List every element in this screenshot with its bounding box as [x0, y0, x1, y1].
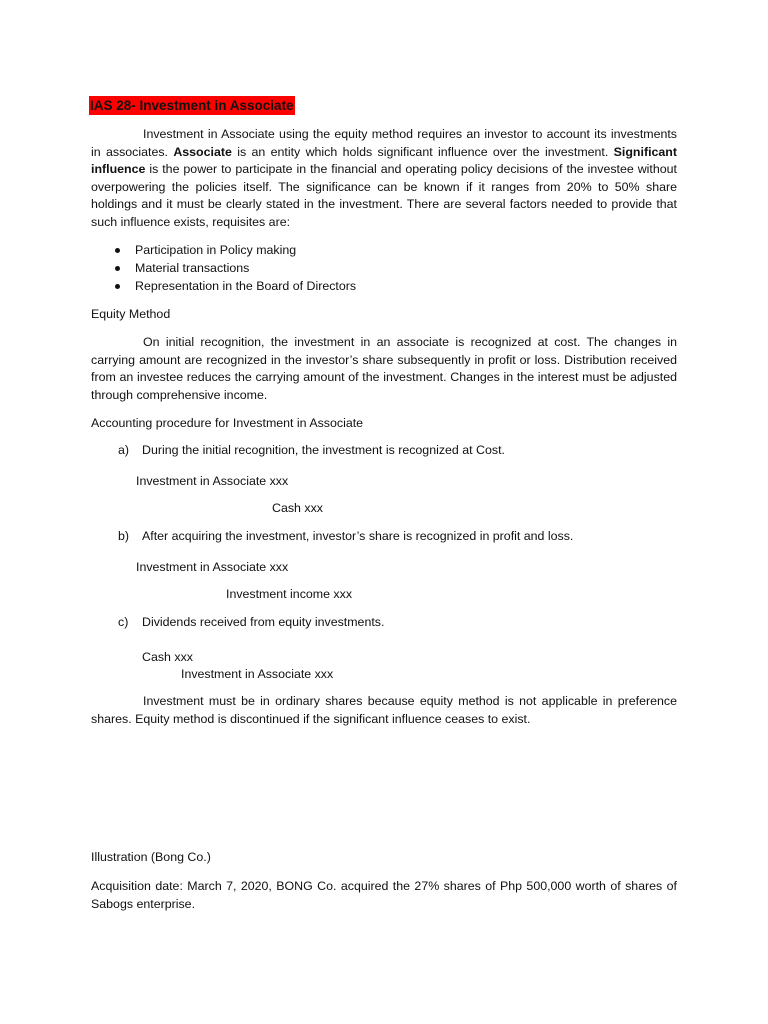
illustration-heading: Illustration (Bong Co.) [91, 850, 211, 864]
step-a-label: a) [118, 443, 130, 457]
list-item: Participation in Policy making [115, 241, 356, 259]
step-c-credit-entry: Investment in Associate xxx [181, 667, 334, 681]
step-c-label: c) [118, 615, 129, 629]
procedure-heading: Accounting procedure for Investment in Associate [91, 416, 364, 430]
equity-method-paragraph: On initial recognition, the investment in an associate is recognized at cost. The changes in carrying amount are recognized in the investor’s share subsequently in profit or loss. Distribution received from an investee reduces the carrying amount of the investment. Changes in the interest must be adjusted through comprehensive income. [91, 335, 677, 402]
step-b-debit-entry: Investment in Associate xxx [136, 560, 289, 574]
intro-text-1: Investment in Associate using the equity method requires an investor to account its investments in associates. [91, 127, 677, 159]
significant-influence-term: Significant influence [91, 144, 677, 176]
page-title: IAS 28- Investment in Associate [90, 98, 294, 113]
associate-term: Associate [173, 144, 232, 159]
list-item: Material transactions [115, 259, 356, 277]
step-b-label: b) [118, 529, 130, 543]
step-a-credit-entry: Cash xxx [272, 501, 323, 515]
closing-paragraph: Investment must be in ordinary shares because equity method is not applicable in preference shares. Equity method is discontinued if the significant influence ceases to exist. [91, 694, 677, 726]
intro-text-2: is an entity which holds significant influence over the investment. [231, 144, 614, 159]
equity-method-heading: Equity Method [91, 307, 171, 321]
step-c-debit-entry: Cash xxx [142, 650, 193, 664]
requisites-list [115, 241, 356, 295]
step-a-debit-entry: Investment in Associate xxx [136, 474, 289, 488]
intro-text-3: is the power to participate in the financial and operating policy decisions of the investee without overpowering the policies itself. The significance can be known if it ranges from 20% to 50% share holdings and it must be clearly stated in the investment. There are several factors needed to provide that such influence exists, requisites are: [91, 162, 677, 229]
step-b-credit-entry: Investment income xxx [226, 587, 353, 601]
step-c-text: Dividends received from equity investments. [142, 615, 385, 629]
illustration-paragraph: Acquisition date: March 7, 2020, BONG Co. acquired the 27% shares of Php 500,000 worth of shares of Sabogs enterprise. [91, 879, 677, 911]
list-item: Representation in the Board of Directors [115, 277, 356, 295]
step-a-text: During the initial recognition, the investment is recognized at Cost. [142, 443, 505, 457]
intro-paragraph [91, 126, 677, 231]
step-b-text: After acquiring the investment, investor’s share is recognized in profit and loss. [142, 529, 574, 543]
